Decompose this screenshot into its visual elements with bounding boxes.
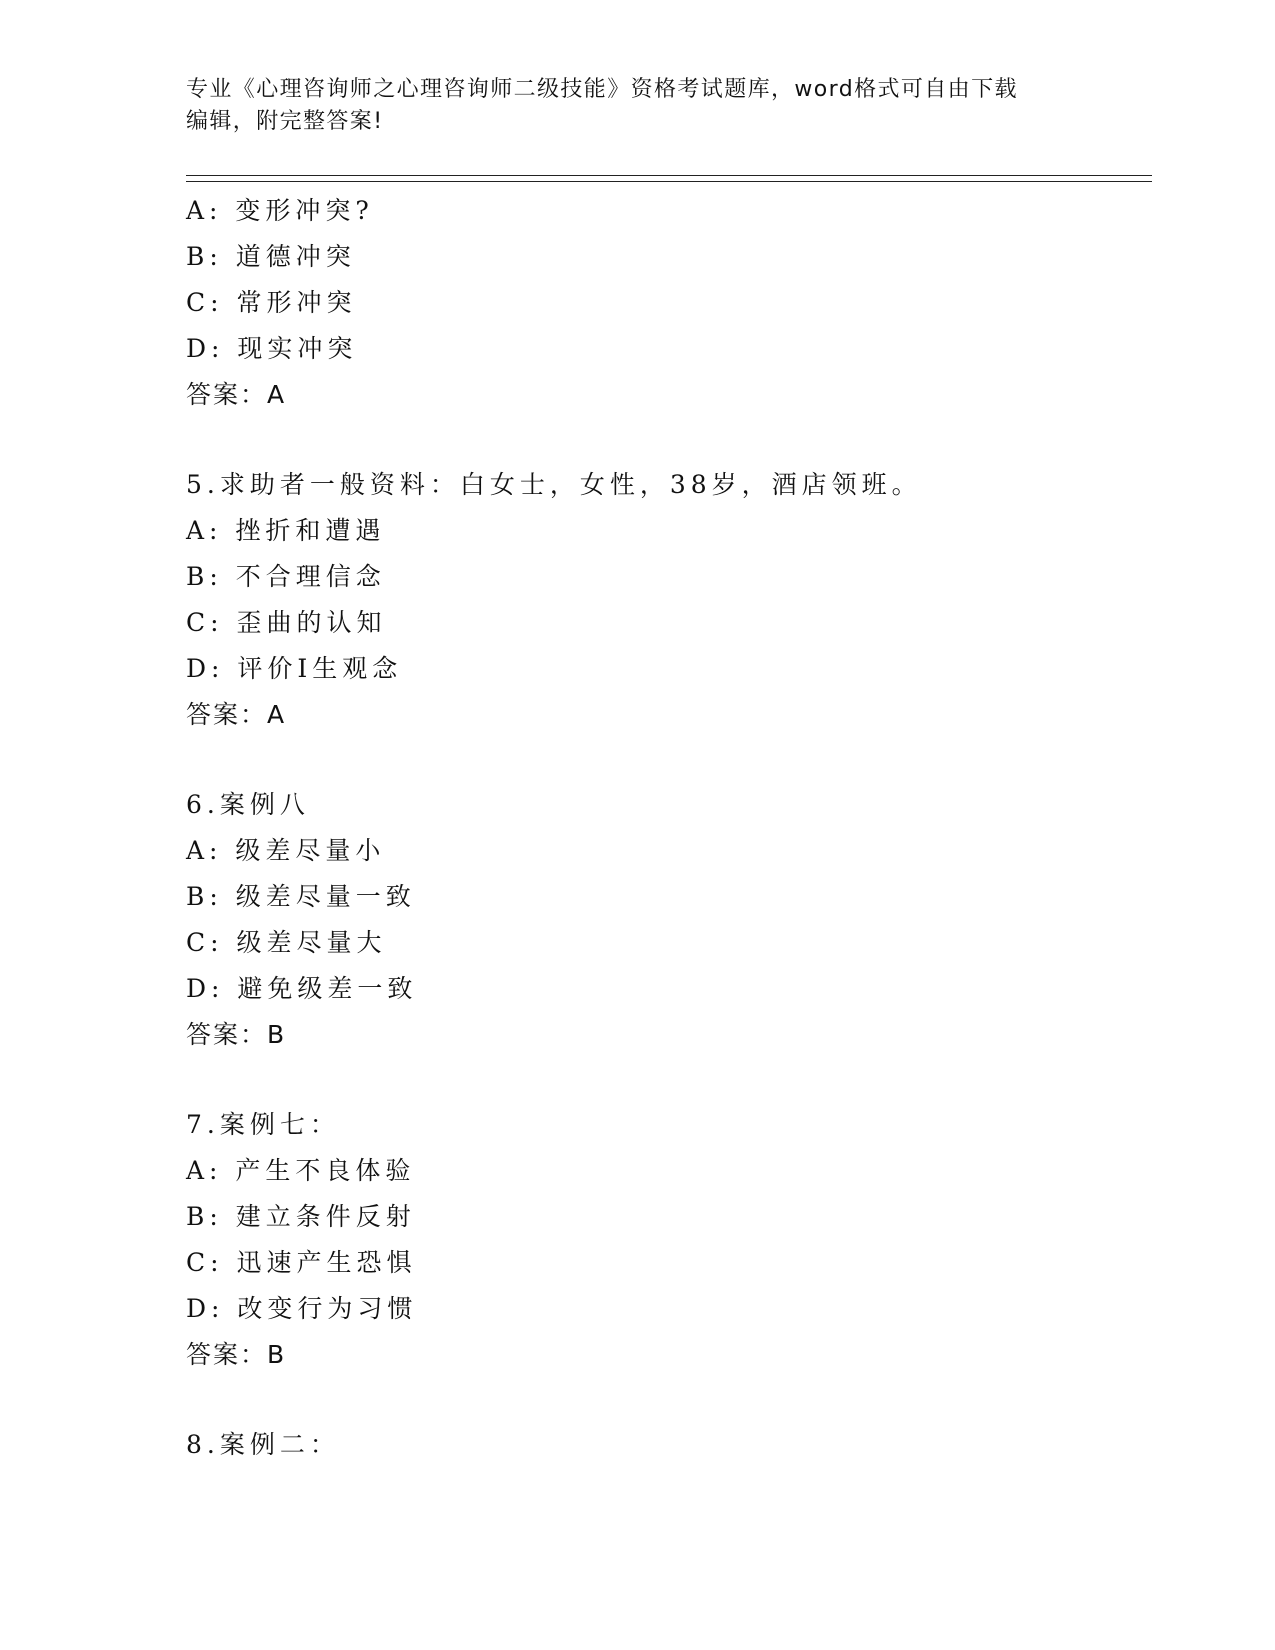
question-stem: 7.案例七： [186,1110,340,1139]
option-a: A: 变形冲突? [186,196,374,225]
option-b: B: 道德冲突 [186,242,356,271]
option-c: C: 歪曲的认知 [186,608,387,637]
option-d: D: 改变行为习惯 [186,1294,418,1323]
document-header [186,74,1086,138]
header-divider-top [186,175,1152,176]
answer: 答案：A [186,700,287,729]
option-a: A: 挫折和遭遇 [186,516,386,545]
question-4 [186,188,1146,418]
option-d: D: 现实冲突 [186,334,358,363]
option-d: D: 避免级差一致 [186,974,418,1003]
option-c: C: 常形冲突 [186,288,357,317]
question-8 [186,1422,1146,1468]
option-b: B: 级差尽量一致 [186,882,416,911]
header-divider-bottom [186,181,1152,182]
option-c: C: 迅速产生恐惧 [186,1248,417,1277]
option-a: A: 级差尽量小 [186,836,386,865]
question-5 [186,462,1146,738]
question-stem: 8.案例二： [186,1430,340,1459]
option-d: D: 评价I生观念 [186,654,403,683]
question-stem: 5.求助者一般资料：白女士，女性，38岁，酒店领班。 [186,470,922,499]
question-stem: 6.案例八 [186,790,310,819]
question-7 [186,1102,1146,1378]
answer: 答案：B [186,1340,287,1369]
question-list [186,188,1146,1468]
header-line-1: 专业《心理咨询师之心理咨询师二级技能》资格考试题库，word格式可自由下载 [186,77,1018,102]
header-line-2: 编辑，附完整答案! [186,109,384,134]
option-b: B: 建立条件反射 [186,1202,416,1231]
question-6 [186,782,1146,1058]
answer: 答案：A [186,380,287,409]
answer: 答案：B [186,1020,287,1049]
option-b: B: 不合理信念 [186,562,386,591]
option-a: A: 产生不良体验 [186,1156,416,1185]
option-c: C: 级差尽量大 [186,928,387,957]
